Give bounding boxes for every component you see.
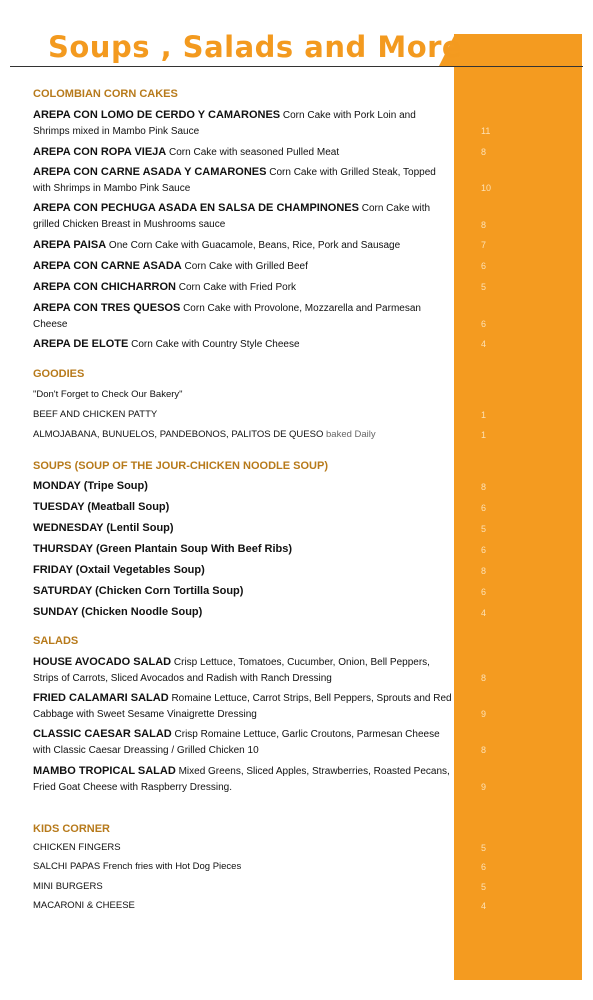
item-desc: Corn Cake with seasoned Pulled Meat [166,147,340,158]
menu-item [33,499,453,516]
item-price: 7 [481,240,487,250]
item-name: AREPA DE ELOTE [33,338,129,350]
item-name: CHICKEN FINGERS [33,842,121,853]
menu-item [33,859,453,875]
item-price: 6 [481,503,487,513]
item-price: 8 [481,220,487,230]
item-desc: Corn Cake with Fried Pork [176,282,297,293]
item-desc: Corn Cake with Country Style Cheese [128,339,300,350]
menu-item [33,690,453,723]
item-name: MACARONI & CHEESE [33,900,135,911]
goodies-note: "Don't Forget to Check Our Bakery" [33,389,183,400]
item-price: 10 [481,183,492,193]
item-price: 5 [481,282,487,292]
item-price: 1 [481,430,487,440]
item-price: 8 [481,673,487,683]
menu-item [33,258,453,275]
menu-item [33,541,453,558]
item-name: ALMOJABANA, BUNUELOS, PANDEBONOS, PALITOS DE QUESO [33,429,324,440]
section-heading-salads: SALADS [33,635,79,647]
item-name: TUESDAY (Meatball Soup) [33,501,170,513]
menu-item [33,604,453,621]
item-price: 1 [481,410,487,420]
item-name: FRIED CALAMARI SALAD [33,692,169,704]
item-desc: Crisp Lettuce, Tomatoes, Cucumber, Onion, Bell Peppers, Strips of Carrots, Sliced Avocados and Radish with Ranch Dressing [33,657,430,684]
item-name: AREPA CON CARNE ASADA Y CAMARONES [33,166,267,178]
menu-item [33,407,453,423]
menu-item [33,427,453,443]
item-name: THURSDAY (Green Plantain Soup With Beef Ribs) [33,543,293,555]
item-price: 8 [481,147,487,157]
item-price: 6 [481,587,487,597]
item-price: 9 [481,782,487,792]
menu-item [33,300,453,333]
item-name: AREPA CON PECHUGA ASADA EN SALSA DE CHAMPINONES [33,202,359,214]
item-price: 8 [481,482,487,492]
item-price: 4 [481,339,487,349]
section-heading-goodies: GOODIES [33,368,85,380]
item-desc: One Corn Cake with Guacamole, Beans, Rice, Pork and Sausage [106,240,401,251]
section-heading-corn-cakes: COLOMBIAN CORN CAKES [33,88,178,100]
section-heading-soups: SOUPS (SOUP OF THE JOUR-CHICKEN NOODLE SOUP) [33,460,328,472]
item-desc: Corn Cake with Provolone, Mozzarella and Parmesan Cheese [33,303,421,330]
item-price: 8 [481,745,487,755]
item-price: 5 [481,843,487,853]
menu-item [33,336,453,353]
item-price: 8 [481,566,487,576]
item-name: SATURDAY (Chicken Corn Tortilla Soup) [33,585,244,597]
item-name: AREPA CON ROPA VIEJA [33,146,167,158]
menu-item [33,840,453,856]
item-price: 6 [481,319,487,329]
item-price: 11 [481,126,491,136]
item-desc: Mixed Greens, Sliced Apples, Strawberries, Roasted Pecans, Fried Goat Cheese with Raspberry Dressing. [33,766,450,793]
page-title: Soups , Salads and More [48,30,463,64]
item-name: WEDNESDAY (Lentil Soup) [33,522,174,534]
menu-item [33,279,453,296]
item-desc: Corn Cake with Grilled Steak, Topped with Shrimps in Mambo Pink Sauce [33,167,436,194]
price-column [454,34,582,980]
item-desc: Corn Cake with Pork Loin and Shrimps mixed in Mambo Pink Sauce [33,110,416,137]
item-name: HOUSE AVOCADO SALAD [33,656,172,668]
menu-item [33,520,453,537]
item-name: MINI BURGERS [33,881,103,892]
item-name: AREPA PAISA [33,239,107,251]
title-divider [10,66,583,67]
item-price: 6 [481,545,487,555]
item-desc: Romaine Lettuce, Carrot Strips, Bell Peppers, Sprouts and Red Cabbage with Sweet Sesame Vinaigrette Dressing [33,693,452,720]
item-name: BEEF AND CHICKEN PATTY [33,409,158,420]
menu-item [33,879,453,895]
item-name: FRIDAY (Oxtail Vegetables Soup) [33,564,205,576]
item-price: 6 [481,261,487,271]
item-desc: Corn Cake with grilled Chicken Breast in Mushrooms sauce [33,203,431,230]
menu-item [33,562,453,579]
menu-item [33,107,453,140]
item-name: AREPA CON TRES QUESOS [33,302,181,314]
menu-item [33,583,453,600]
item-price: 5 [481,882,487,892]
item-name: SALCHI PAPAS [33,861,101,872]
item-name: AREPA CON CARNE ASADA [33,260,182,272]
item-price: 6 [481,862,487,872]
menu-item [33,763,453,796]
section-heading-kids: KIDS CORNER [33,823,111,835]
item-desc: Corn Cake with Grilled Beef [181,261,308,272]
item-desc: Crisp Romaine Lettuce, Garlic Croutons, Parmesan Cheese with Classic Caesar Dreassing / Grilled Chicken 10 [33,729,440,756]
item-price: 9 [481,709,487,719]
item-desc: baked Daily [323,429,376,440]
menu-item [33,478,453,495]
item-name: MAMBO TROPICAL SALAD [33,765,176,777]
item-name: CLASSIC CAESAR SALAD [33,728,172,740]
item-price: 4 [481,901,487,911]
item-name: AREPA CON LOMO DE CERDO Y CAMARONES [33,109,281,121]
menu-item [33,654,453,687]
menu-item [33,237,453,254]
menu-item [33,726,453,759]
item-name: MONDAY (Tripe Soup) [33,480,148,492]
menu-item [33,898,453,914]
item-price: 4 [481,608,487,618]
menu-item [33,200,453,233]
menu-item [33,144,453,161]
item-name: SUNDAY (Chicken Noodle Soup) [33,606,203,618]
item-name: AREPA CON CHICHARRON [33,281,176,293]
item-price: 5 [481,524,487,534]
item-desc: French fries with Hot Dog Pieces [100,861,242,872]
menu-item [33,164,453,197]
